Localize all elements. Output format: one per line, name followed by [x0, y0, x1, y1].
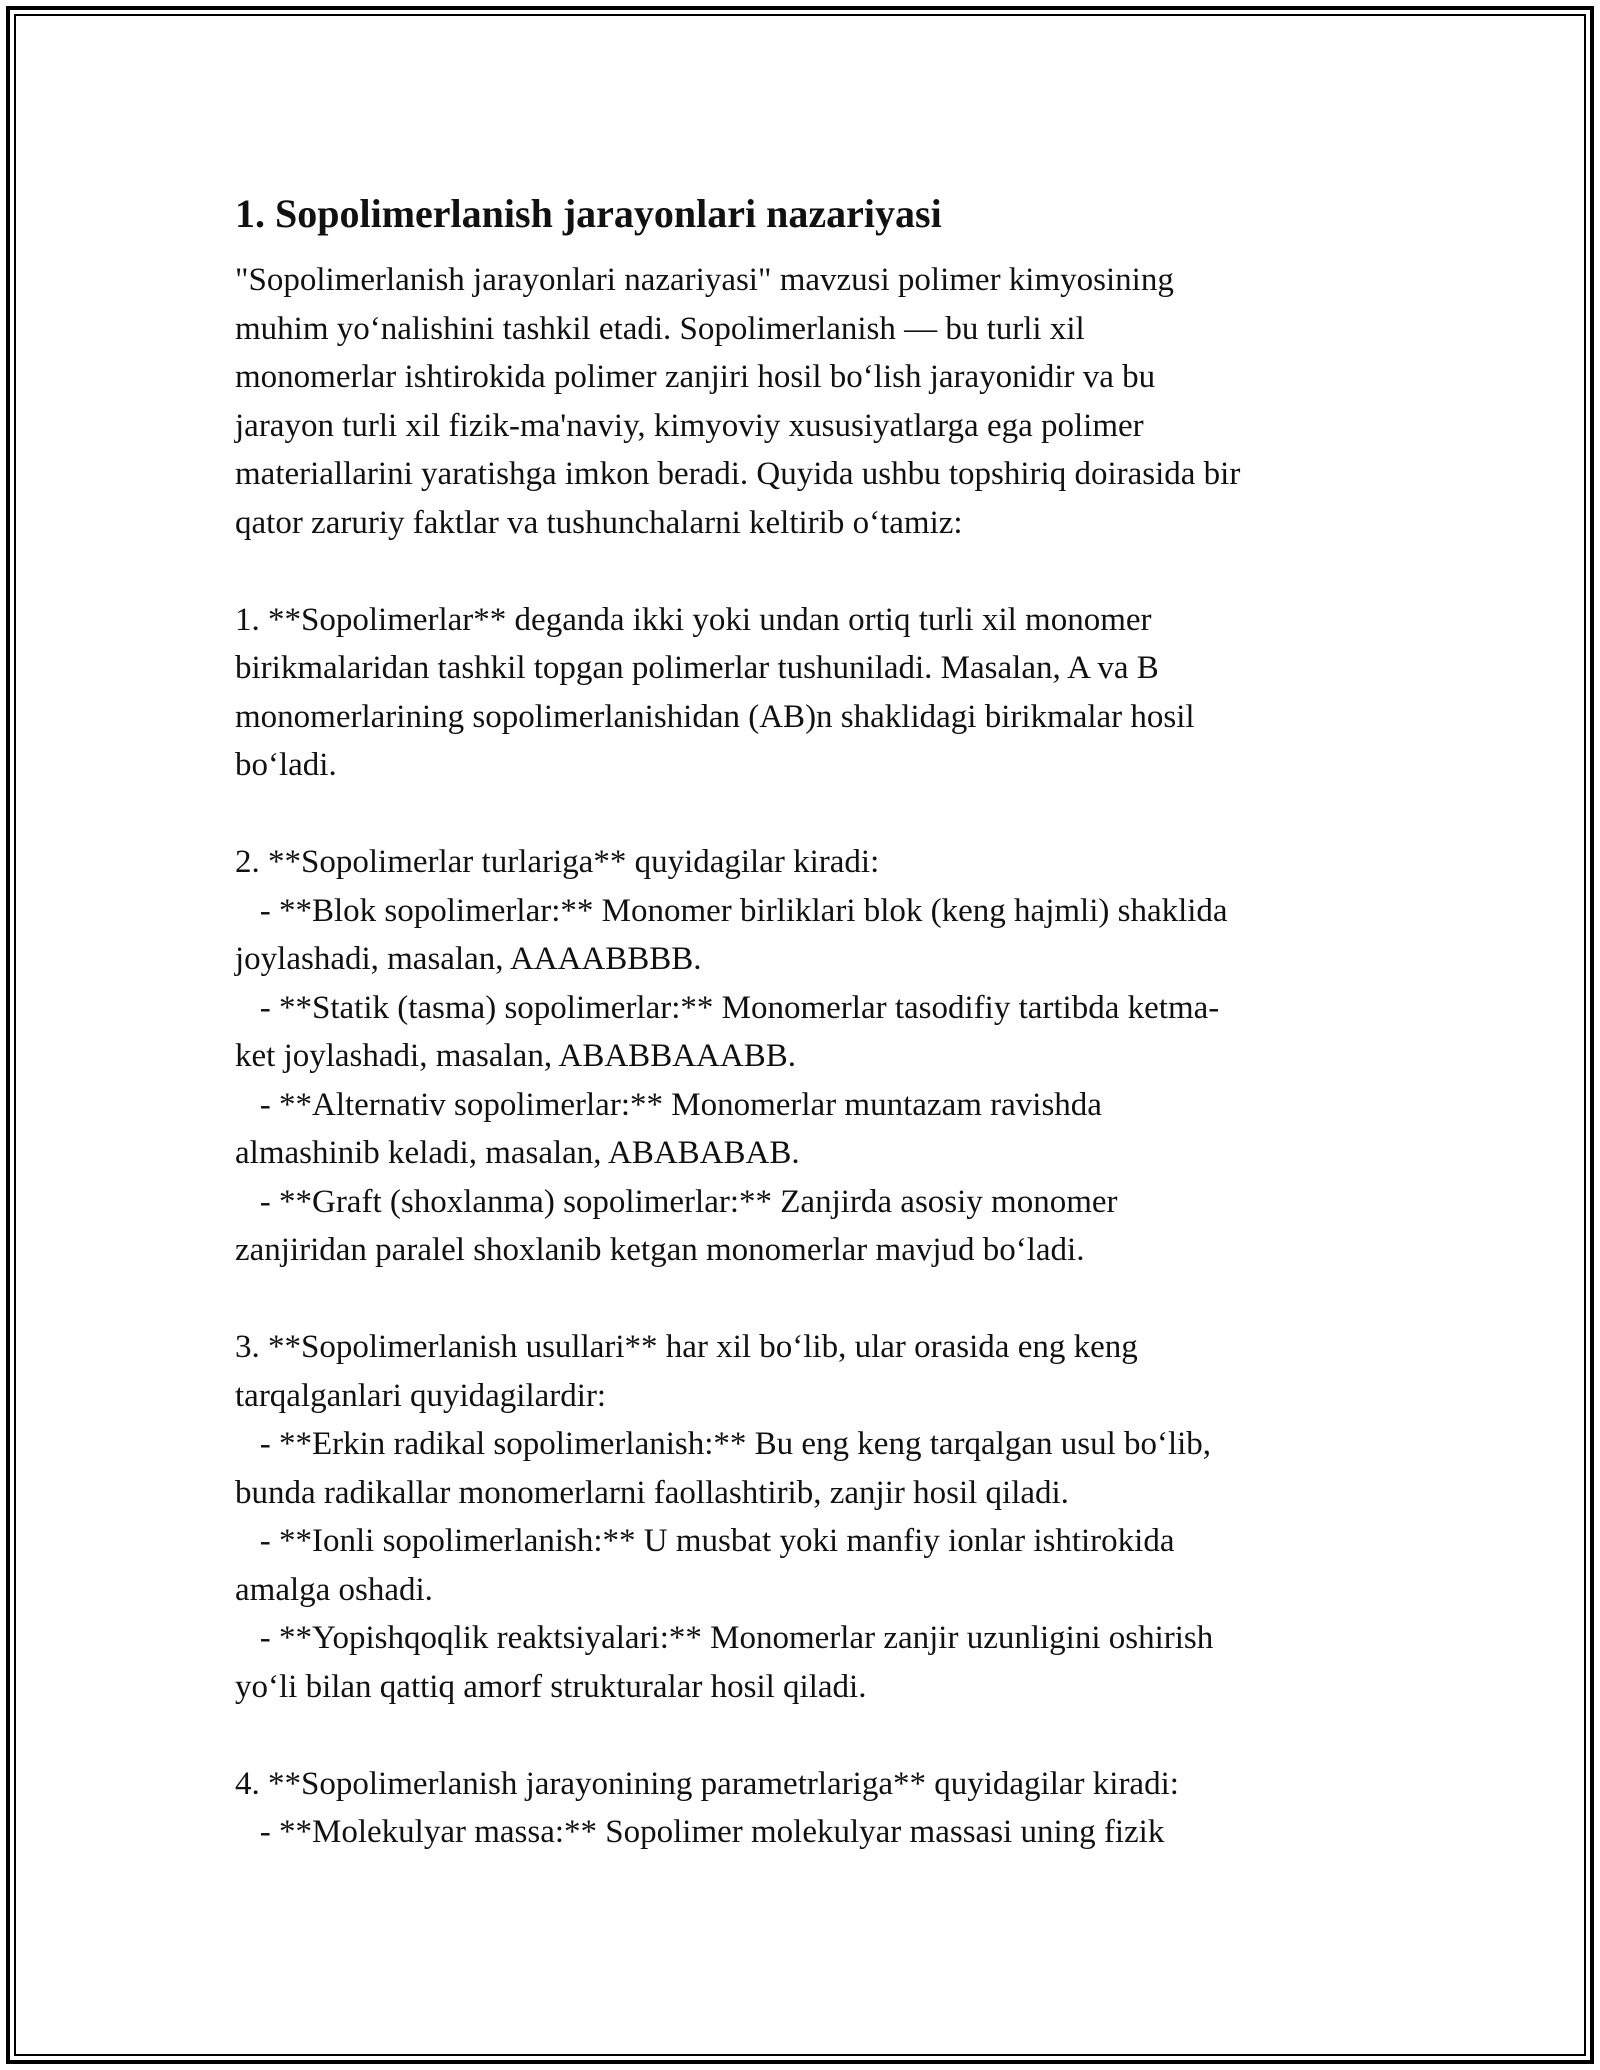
text-line: materiallarini yaratishga imkon beradi. Quyida ushbu topshiriq doirasida bir [235, 456, 1241, 492]
paragraph-gap [235, 547, 1365, 596]
text-line: bunda radikallar monomerlarni faollashtirib, zanjir hosil qiladi. [235, 1474, 1069, 1511]
text-line: zanjiridan paralel shoxlanib ketgan monomerlar mavjud bo‘ladi. [235, 1232, 1085, 1268]
text-line: - **Yopishqoqlik reaktsiyalari:** Monomerlar zanjir uzunligini oshirish [235, 1620, 1214, 1656]
text-line: ket joylashadi, masalan, ABABBAAABB. [235, 1038, 796, 1074]
text-line: - **Erkin radikal sopolimerlanish:** Bu eng keng tarqalgan usul bo‘lib, [235, 1426, 1212, 1462]
text-line: birikmalaridan tashkil topgan polimerlar tushuniladi. Masalan, A va B [235, 650, 1159, 686]
section-heading: 1. Sopolimerlanish jarayonlari nazariyasi [235, 191, 942, 236]
text-line: bo‘ladi. [235, 747, 337, 783]
text-line: amalga oshadi. [235, 1571, 433, 1608]
text-line: tarqalganlari quyidagilardir: [235, 1377, 607, 1414]
text-line: - **Blok sopolimerlar:** Monomer birliklari blok (keng hajmli) shaklida [235, 892, 1228, 929]
text-line: "Sopolimerlanish jarayonlari nazariyasi" mavzusi polimer kimyosining [235, 262, 1174, 298]
paragraph-gap [235, 1275, 1365, 1324]
text-line: - **Molekulyar massa:** Sopolimer molekulyar massasi uning fizik [235, 1814, 1165, 1850]
text-line: qator zaruriy faktlar va tushunchalarni keltirib o‘tamiz: [235, 504, 963, 541]
paragraph-gap [235, 790, 1365, 839]
document-body [235, 186, 1365, 1857]
text-line: joylashadi, masalan, AAAABBBB. [235, 941, 702, 977]
intro-paragraph [235, 256, 1365, 547]
text-line: almashinib keladi, masalan, ABABABAB. [235, 1135, 800, 1171]
list-item-usullari [235, 1323, 1365, 1711]
text-line: 2. **Sopolimerlar turlariga** quyidagilar kiradi: [235, 844, 880, 880]
text-line: - **Alternativ sopolimerlar:** Monomerlar muntazam ravishda [235, 1086, 1102, 1123]
text-line: muhim yo‘nalishini tashkil etadi. Sopolimerlanish — bu turli xil [235, 310, 1085, 347]
text-line: jarayon turli xil fizik-ma'naviy, kimyoviy xususiyatlarga ega polimer [235, 407, 1144, 444]
list-item-turlari [235, 838, 1365, 1275]
text-line: monomerlar ishtirokida polimer zanjiri hosil bo‘lish jarayonidir va bu [235, 359, 1156, 395]
text-line: yo‘li bilan qattiq amorf strukturalar hosil qiladi. [235, 1668, 867, 1705]
list-item-sopolimerlar [235, 596, 1365, 790]
text-line: - **Ionli sopolimerlanish:** U musbat yoki manfiy ionlar ishtirokida [235, 1523, 1175, 1559]
text-line: 3. **Sopolimerlanish usullari** har xil bo‘lib, ular orasida eng keng [235, 1329, 1138, 1365]
paragraph-gap [235, 1711, 1365, 1760]
text-line: monomerlarining sopolimerlanishidan (AB)n shaklidagi birikmalar hosil [235, 698, 1195, 735]
text-line: 4. **Sopolimerlanish jarayonining parametrlariga** quyidagilar kiradi: [235, 1765, 1179, 1802]
list-item-parametrlar [235, 1760, 1365, 1857]
text-line: - **Graft (shoxlanma) sopolimerlar:** Zanjirda asosiy monomer [235, 1183, 1118, 1220]
text-line: - **Statik (tasma) sopolimerlar:** Monomerlar tasodifiy tartibda ketma- [235, 989, 1220, 1026]
text-line: 1. **Sopolimerlar** deganda ikki yoki undan ortiq turli xil monomer [235, 601, 1152, 638]
